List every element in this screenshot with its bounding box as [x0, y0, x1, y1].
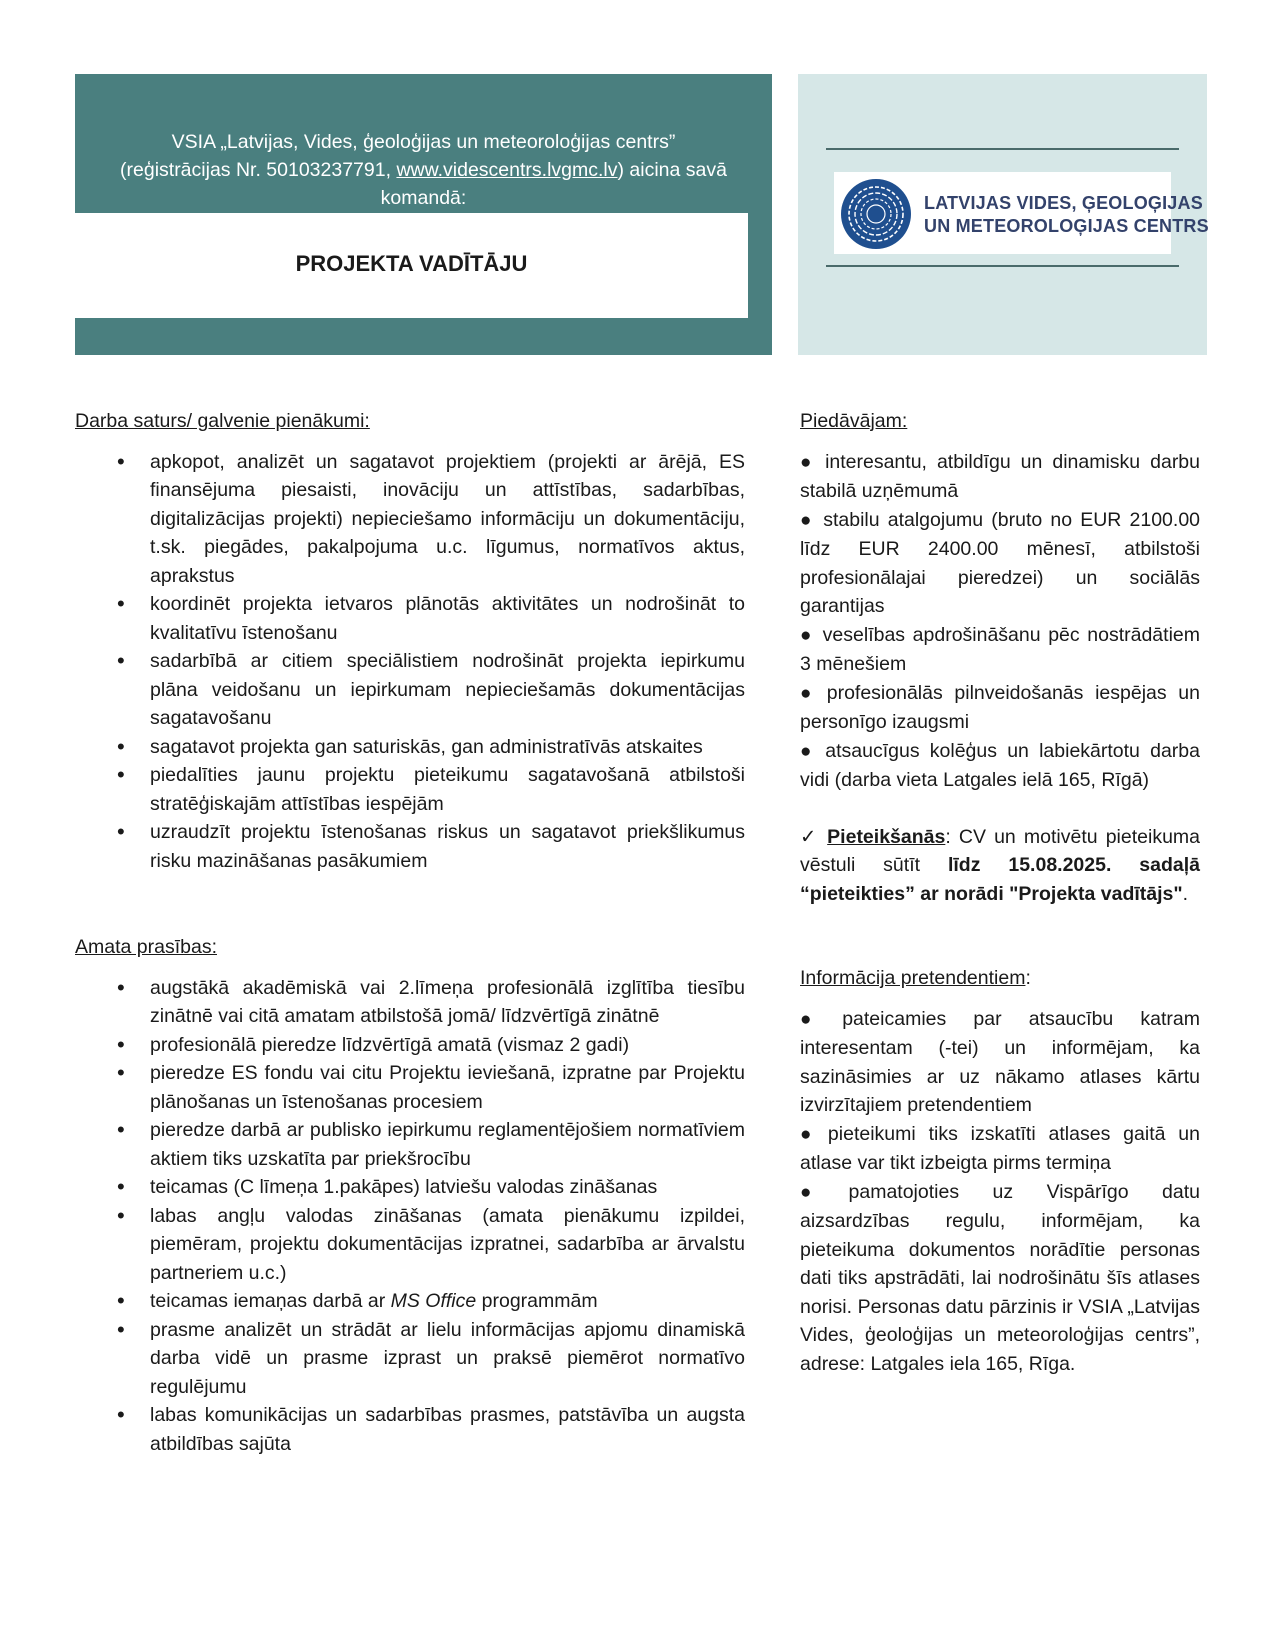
logo-panel — [798, 74, 1207, 355]
bullet-icon: ● — [800, 451, 817, 473]
application-text: : CV un motivētu pieteikuma vēstuli sūtīt — [800, 825, 1200, 876]
logo-text-line-1: LATVIJAS VIDES, ĢEOLOĢIJAS — [924, 193, 1203, 213]
list-item: • sadarbībā ar citiem speciālistiem nodrošināt projekta iepirkumu plāna veidošanu un iepirkumam nepieciešamās dokumentācijas sagatavošanu — [75, 647, 745, 733]
header-intro — [75, 128, 772, 212]
logo-text-line-2: UN METEOROLOĢIJAS CENTRS — [924, 216, 1209, 236]
list-item: • pieredze ES fondu vai citu Projektu ieviešanā, izpratne par Projektu plānošanas un īstenošanas procesiem — [75, 1059, 745, 1116]
list-item: • koordinēt projekta ietvaros plānotās aktivitātes un nodrošināt to kvalitatīvu īstenošanu — [75, 590, 745, 647]
list-item-text: veselības apdrošināšanu pēc nostrādātiem 3 mēnešiem — [800, 623, 1200, 675]
requirements-heading: Amata prasības: — [75, 936, 217, 958]
list-item: • labas komunikācijas un sadarbības prasmes, patstāvība un augsta atbildības sajūta — [75, 1401, 745, 1458]
list-item — [75, 1287, 745, 1316]
info-heading-row — [800, 964, 1200, 993]
duties-heading: Darba saturs/ galvenie pienākumi: — [75, 410, 370, 432]
logo-divider-top — [826, 148, 1179, 150]
requirements-list — [75, 974, 745, 1459]
bullet-icon: ● — [800, 1181, 840, 1203]
list-item-text: atsaucīgus kolēģus un labiekārtotu darba vidi (darba vieta Latgales ielā 165, Rīgā) — [800, 739, 1200, 791]
office-text-ms-office: MS Office — [390, 1290, 477, 1312]
application-end: . — [1182, 882, 1189, 905]
list-item — [800, 621, 1200, 679]
list-item-text: profesionālās pilnveidošanās iespējas un personīgo izaugsmi — [800, 681, 1200, 733]
application-deadline: līdz 15.08.2025. sadaļā “pieteikties” ar norādi "Projekta vadītājs" — [800, 854, 1200, 905]
list-item: • pieredze darbā ar publisko iepirkumu reglamentējošiem normatīviem aktiem tiks uzskatīta par priekšrocību — [75, 1116, 745, 1173]
header-banner — [75, 74, 772, 355]
list-item — [800, 448, 1200, 506]
list-item: • uzraudzīt projektu īstenošanas riskus un sagatavot priekšlikumus risku mazināšanas pasākumiem — [75, 818, 745, 875]
list-item: • sagatavot projekta gan saturiskās, gan administratīvās atskaites — [75, 733, 745, 762]
list-item-text: pateicamies par atsaucību katram interesentam (-tei) un informējam, ka sazināsimies ar uz nākamo atlases kārtu izvirzītajiem pretendentiem — [800, 1007, 1200, 1116]
bullet-icon: ● — [800, 509, 815, 531]
logo-wordmark — [924, 192, 1209, 238]
bullet-icon: ● — [800, 682, 818, 704]
list-item-text: pieteikumi tiks izskatīti atlases gaitā un atlase var tikt izbeigta pirms termiņa — [800, 1122, 1200, 1174]
list-item: • profesionālā pieredze līdzvērtīgā amatā (vismaz 2 gadi) — [75, 1031, 745, 1060]
duties-list — [75, 448, 745, 876]
bullet-icon: ● — [800, 740, 817, 762]
application-note — [800, 823, 1200, 909]
bullet-icon: ● — [800, 1123, 819, 1145]
office-text-a: teicamas iemaņas darbā ar — [150, 1290, 391, 1312]
intro-line-3: komandā: — [380, 187, 467, 209]
list-item: • augstākā akadēmiskā vai 2.līmeņa profesionālā izglītība tiesību zinātnē vai citā amatam atbilstošā jomā/ līdzvērtīgā zinātnē — [75, 974, 745, 1031]
list-item — [800, 1178, 1200, 1379]
list-item: • prasme analizēt un strādāt ar lielu informācijas apjomu dinamiskā darba vidē un prasme izprast un praksē piemērot normatīvo regulējumu — [75, 1316, 745, 1402]
left-column — [75, 407, 745, 1458]
intro-line-2 — [75, 156, 772, 184]
offer-heading: Piedāvājam: — [800, 410, 908, 432]
list-item: • teicamas (C līmeņa 1.pakāpes) latviešu valodas zināšanas — [75, 1173, 745, 1202]
check-icon: ✓ — [800, 825, 820, 848]
list-item-text: interesantu, atbildīgu un dinamisku darbu stabilā uzņēmumā — [800, 450, 1200, 502]
list-item-text: pamatojoties uz Vispārīgo datu aizsardzības regulu, informējam, ka pieteikuma dokumentos norādītie personas dati tiks apstrādāti, lai nodrošinātu šīs atlases norisi. Personas datu pārzinis ir VSIA „Latvijas Vides, ģeoloģijas un meteoroloģijas centrs”, adrese: Latgales iela 165, Rīga. — [800, 1180, 1200, 1375]
list-item: • labas angļu valodas zināšanas (amata pienākumu izpildei, piemēram, projektu dokumentācijas izpratnei, sadarbība ar ārvalstu partneriem u.c.) — [75, 1202, 745, 1288]
intro-line-1: VSIA „Latvijas, Vides, ģeoloģijas un meteoroloģijas centrs” — [171, 131, 676, 153]
position-title: PROJEKTA VADĪTĀJU — [295, 251, 528, 276]
list-item — [800, 1005, 1200, 1120]
logo-mark-icon — [840, 178, 912, 250]
logo-divider-bottom — [826, 265, 1179, 267]
list-item: • piedalīties jaunu projektu pieteikumu sagatavošanā atbilstoši stratēģiskajām attīstības iespējām — [75, 761, 745, 818]
organization-logo — [834, 172, 1209, 254]
application-label: Pieteikšanās — [827, 825, 946, 848]
office-text-c: programmām — [476, 1290, 598, 1312]
list-item — [800, 737, 1200, 795]
offer-list — [800, 448, 1200, 795]
right-column — [800, 407, 1200, 1378]
list-item — [800, 679, 1200, 737]
intro-line-2-a: (reģistrācijas Nr. 50103237791, — [120, 159, 397, 181]
bullet-icon: ● — [800, 1008, 834, 1030]
bullet-icon: ● — [800, 624, 814, 646]
info-heading: Informācija pretendentiem — [800, 967, 1026, 989]
title-box — [75, 213, 748, 318]
list-item — [800, 1120, 1200, 1178]
list-item — [800, 506, 1200, 621]
website-link[interactable]: www.videscentrs.lvgmc.lv — [396, 159, 618, 181]
list-item: • apkopot, analizēt un sagatavot projektiem (projekti ar ārējā, ES finansējuma piesaisti, inovāciju un attīstības, sadarbības, digitalizācijas projekti) nepieciešamo informāciju un dokumentāciju, t.sk. piegādes, pakalpojuma u.c. līgumus, normatīvos aktus, aprakstus — [75, 448, 745, 591]
info-heading-suffix: : — [1025, 967, 1031, 989]
intro-line-2-b: ) aicina savā — [617, 159, 727, 181]
list-item-text: stabilu atalgojumu (bruto no EUR 2100.00 līdz EUR 2400.00 mēnesī, atbilstoši profesionālajai pieredzei) un sociālās garantijas — [800, 508, 1201, 617]
info-list — [800, 1005, 1200, 1379]
